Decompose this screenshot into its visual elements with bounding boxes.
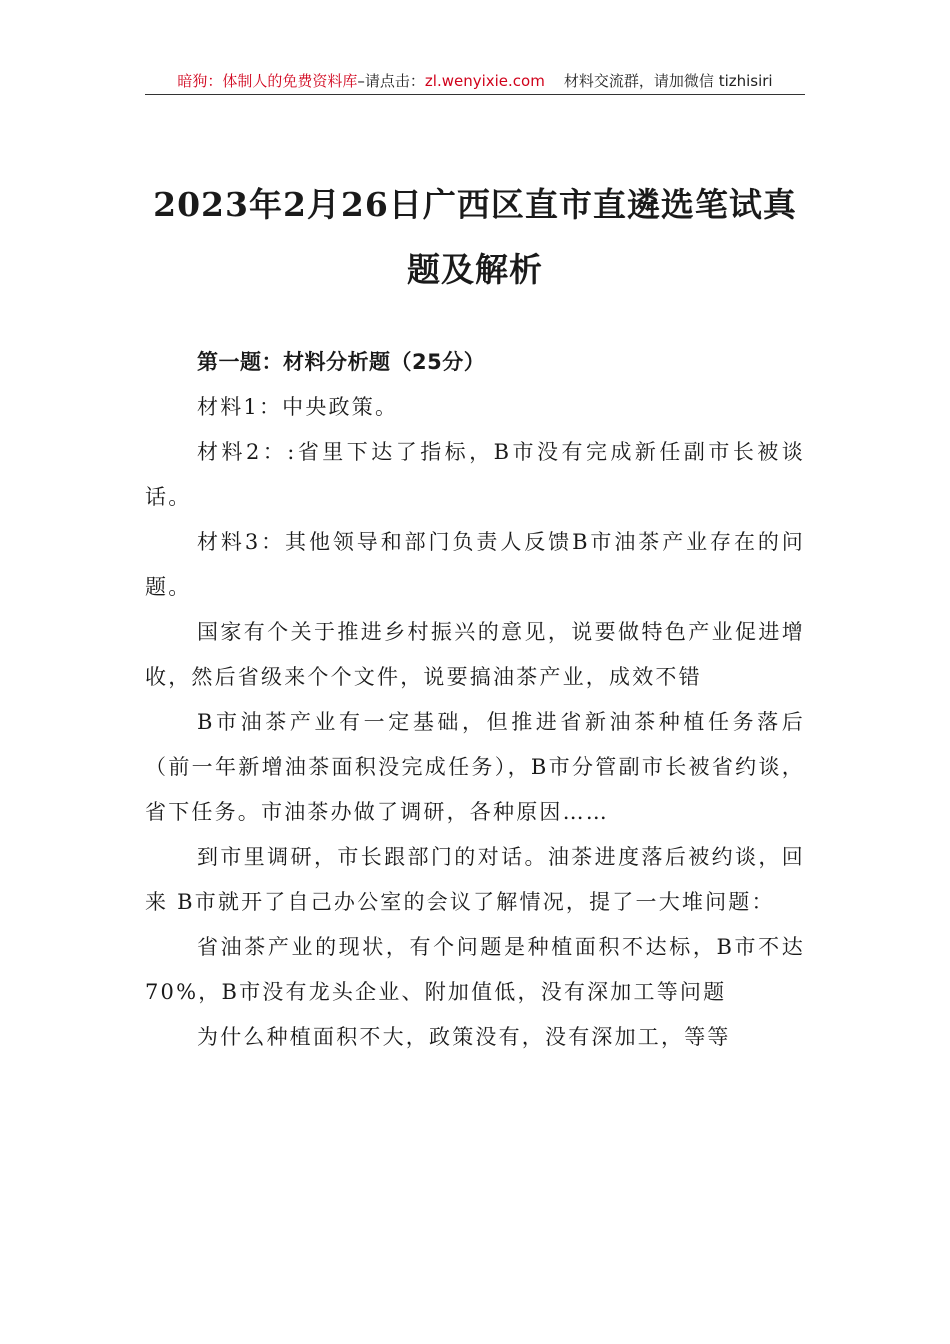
header-contact: 材料交流群，请加微信 tizhisiri [563,72,773,90]
paragraph: 到市里调研，市长跟部门的对话。油茶进度落后被约谈，回来 B市就开了自己办公室的会议了解情况，提了一大堆问题： [145,845,805,914]
paragraph: 国家有个关于推进乡村振兴的意见，说要做特色产业促进增收，然后省级来个个文件，说要搞油茶产业，成效不错 [145,620,805,689]
header-link-prefix: –请点击： [357,72,425,90]
header-divider [145,94,805,95]
paragraph: 为什么种植面积不大，政策没有，没有深加工，等等 [197,1025,731,1049]
paragraph: 材料3：其他领导和部门负责人反馈B市油茶产业存在的问题。 [145,530,805,599]
title-line-2: 题及解析 [407,250,543,289]
header-brand: 暗狗：体制人的免费资料库 [177,72,358,90]
page-header [145,70,805,92]
paragraph: 材料1：中央政策。 [197,395,399,419]
document-title [145,172,805,302]
document-body [145,340,805,1060]
header-link-url[interactable]: zl.wenyixie.com [424,72,545,90]
paragraph: B市油茶产业有一定基础，但推进省新油茶种植任务落后（前一年新增油茶面积没完成任务），B市分管副市长被省约谈，省下任务。市油茶办做了调研，各种原因…… [145,710,805,824]
title-line-1: 2023年2月26日广西区直市直遴选笔试真 [153,185,797,224]
section-heading: 第一题：材料分析题（25分） [197,350,486,374]
paragraph: 省油茶产业的现状，有个问题是种植面积不达标，B市不达70%，B市没有龙头企业、附加值低，没有深加工等问题 [145,935,805,1004]
paragraph: 材料2：:省里下达了指标，B市没有完成新任副市长被谈话。 [145,440,805,509]
